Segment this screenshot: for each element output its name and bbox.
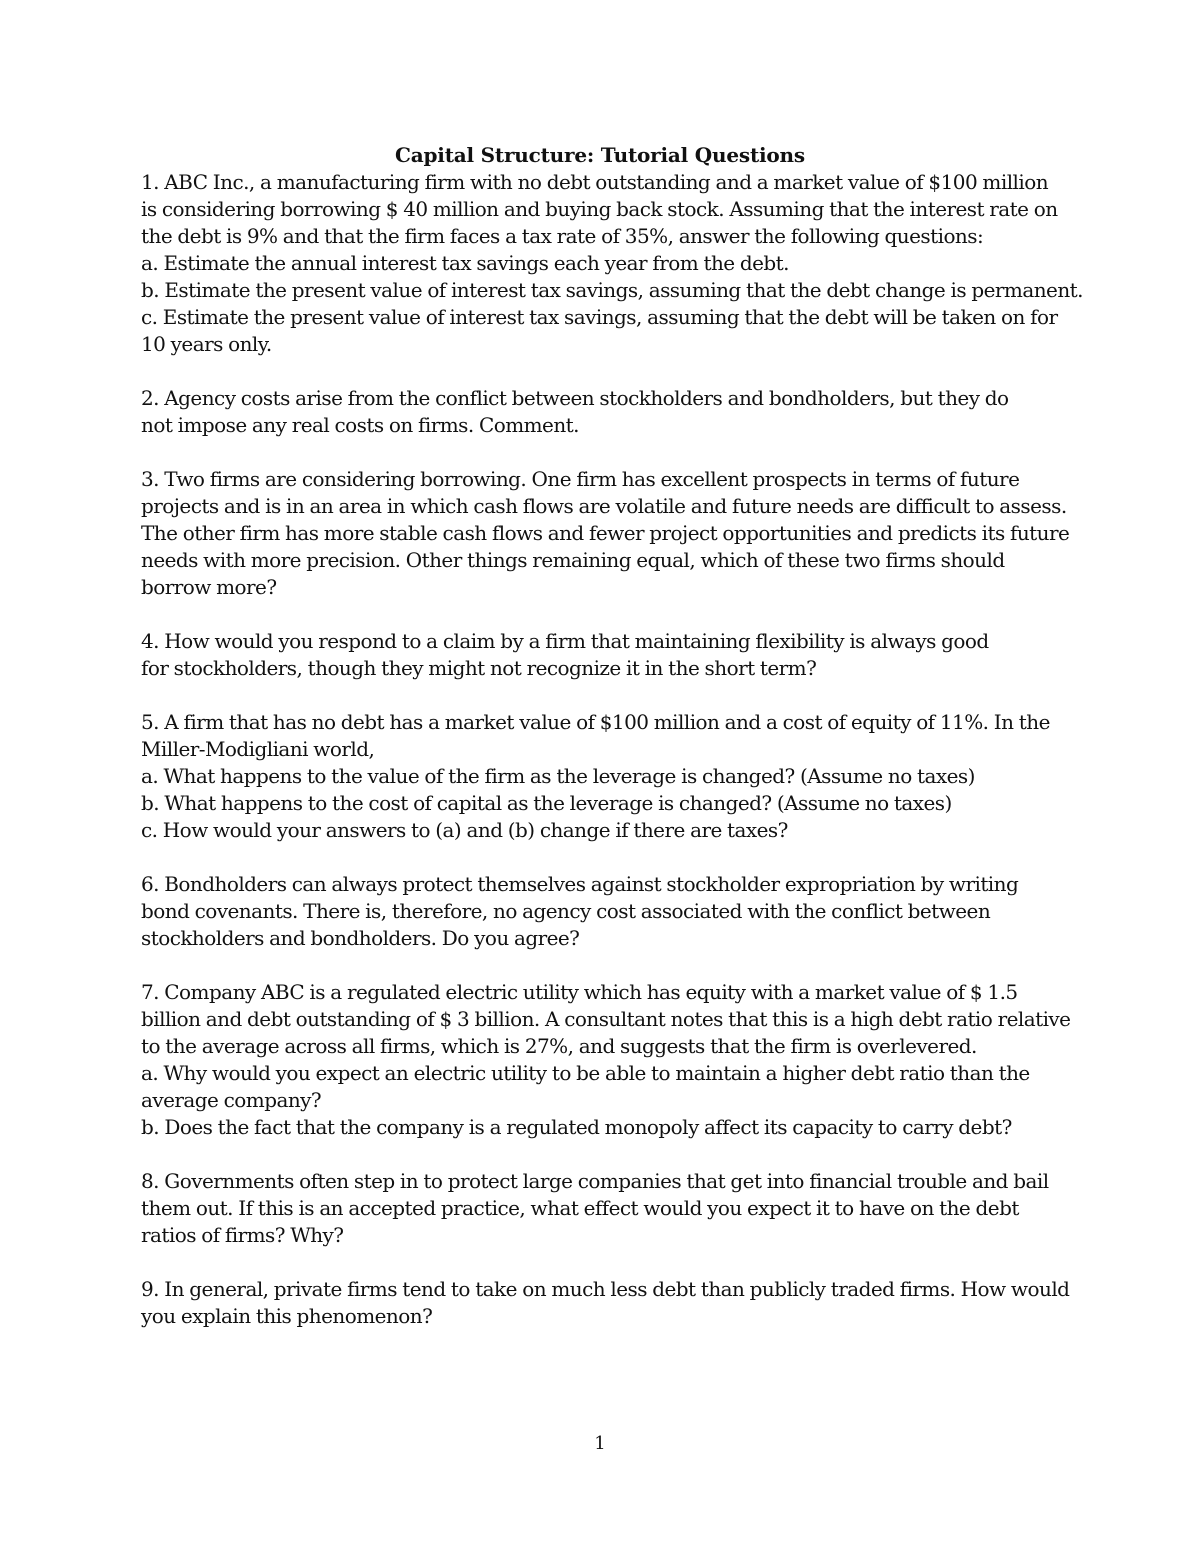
question-line: projects and is in an area in which cash flows are volatile and future needs are difficult to assess. <box>141 494 1067 518</box>
question-line: 9. In general, private firms tend to take on much less debt than publicly traded firms. How would <box>141 1277 1070 1301</box>
paragraph-gap <box>141 358 1076 385</box>
question-2 <box>141 385 1076 439</box>
paragraph-gap <box>141 439 1076 466</box>
question-line: 7. Company ABC is a regulated electric utility which has equity with a market value of $ 1.5 <box>141 980 1018 1004</box>
question-line: c. How would your answers to (a) and (b) change if there are taxes? <box>141 818 788 842</box>
question-line: a. What happens to the value of the firm as the leverage is changed? (Assume no taxes) <box>141 764 975 788</box>
paragraph-gap <box>141 1249 1076 1276</box>
question-3 <box>141 466 1076 601</box>
document-title: Capital Structure: Tutorial Questions <box>395 143 805 167</box>
question-line: the debt is 9% and that the firm faces a tax rate of 35%, answer the following questions: <box>141 224 984 248</box>
question-line: you explain this phenomenon? <box>141 1304 433 1328</box>
question-line: ratios of firms? Why? <box>141 1223 344 1247</box>
paragraph-gap <box>141 952 1076 979</box>
question-line: b. Does the fact that the company is a regulated monopoly affect its capacity to carry debt? <box>141 1115 1012 1139</box>
question-line: 1. ABC Inc., a manufacturing firm with no debt outstanding and a market value of $100 million <box>141 170 1049 194</box>
question-line: b. Estimate the present value of interest tax savings, assuming that the debt change is permanent. <box>141 278 1083 302</box>
question-line: billion and debt outstanding of $ 3 billion. A consultant notes that this is a high debt ratio relative <box>141 1007 1071 1031</box>
paragraph-gap <box>141 844 1076 871</box>
question-line: for stockholders, though they might not recognize it in the short term? <box>141 656 817 680</box>
page-number: 1 <box>594 1433 606 1454</box>
question-line: 5. A firm that has no debt has a market value of $100 million and a cost of equity of 11%. In the <box>141 710 1050 734</box>
question-line: stockholders and bondholders. Do you agree? <box>141 926 580 950</box>
questions-body <box>141 169 1083 1330</box>
question-line: to the average across all firms, which is 27%, and suggests that the firm is overlevered. <box>141 1034 977 1058</box>
question-line: 4. How would you respond to a claim by a firm that maintaining flexibility is always good <box>141 629 989 653</box>
question-line: bond covenants. There is, therefore, no agency cost associated with the conflict between <box>141 899 991 923</box>
question-line: c. Estimate the present value of interest tax savings, assuming that the debt will be taken on for <box>141 305 1058 329</box>
question-line: 2. Agency costs arise from the conflict between stockholders and bondholders, but they do <box>141 386 1009 410</box>
question-5 <box>141 709 1076 844</box>
question-line: not impose any real costs on firms. Comment. <box>141 413 579 437</box>
question-line: 8. Governments often step in to protect large companies that get into financial trouble and bail <box>141 1169 1049 1193</box>
paragraph-gap <box>141 601 1076 628</box>
question-9 <box>141 1276 1076 1330</box>
question-line: borrow more? <box>141 575 277 599</box>
question-7 <box>141 979 1076 1141</box>
question-line: 10 years only. <box>141 332 272 356</box>
question-line: 6. Bondholders can always protect themselves against stockholder expropriation by writing <box>141 872 1019 896</box>
paragraph-gap <box>141 1141 1076 1168</box>
question-line: The other firm has more stable cash flows and fewer project opportunities and predicts its future <box>141 521 1070 545</box>
question-8 <box>141 1168 1076 1249</box>
question-line: needs with more precision. Other things remaining equal, which of these two firms should <box>141 548 1005 572</box>
question-line: b. What happens to the cost of capital as the leverage is changed? (Assume no taxes) <box>141 791 952 815</box>
question-line: is considering borrowing $ 40 million and buying back stock. Assuming that the interest rate on <box>141 197 1058 221</box>
question-line: 3. Two firms are considering borrowing. One firm has excellent prospects in terms of future <box>141 467 1020 491</box>
question-line: a. Why would you expect an electric utility to be able to maintain a higher debt ratio than the <box>141 1061 1030 1085</box>
question-6 <box>141 871 1076 952</box>
question-line: average company? <box>141 1088 322 1112</box>
question-1 <box>141 169 1083 358</box>
paragraph-gap <box>141 682 1076 709</box>
question-line: Miller-Modigliani world, <box>141 737 375 761</box>
question-line: a. Estimate the annual interest tax savings each year from the debt. <box>141 251 789 275</box>
question-line: them out. If this is an accepted practice, what effect would you expect it to have on the debt <box>141 1196 1019 1220</box>
question-4 <box>141 628 1076 682</box>
